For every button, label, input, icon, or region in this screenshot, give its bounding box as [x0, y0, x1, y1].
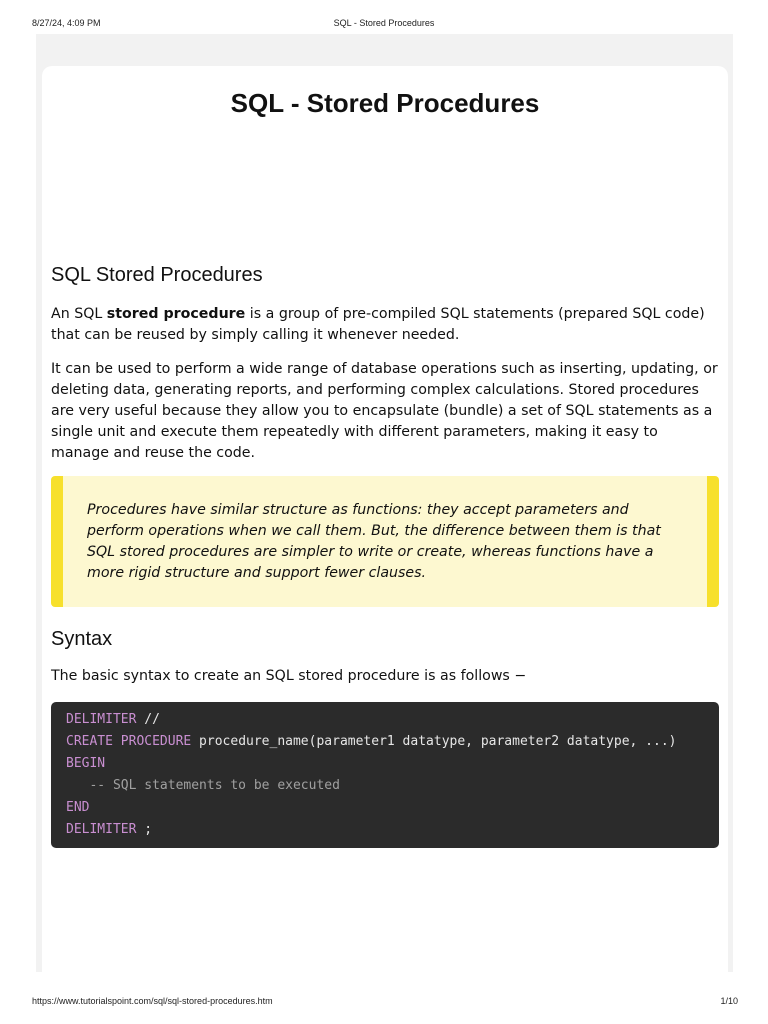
section-heading-stored-procedures: SQL Stored Procedures — [51, 264, 263, 286]
note-text: Procedures have similar structure as functions: they accept parameters and perform operations when we call them. But, the difference between them is that SQL stored procedures are simpler to write or create, whereas functions have a more rigid structure and support fewer clauses. — [87, 502, 661, 581]
code-keyword: DELIMITER — [66, 712, 137, 727]
page-number: 1/10 — [720, 996, 738, 1006]
code-line — [66, 754, 105, 774]
code-block[interactable] — [51, 702, 719, 848]
code-line — [66, 710, 160, 730]
code-line — [66, 798, 89, 818]
section-heading-syntax: Syntax — [51, 628, 113, 650]
article-card — [42, 66, 728, 986]
print-date: 8/27/24, 4:09 PM — [32, 18, 101, 28]
print-header — [0, 0, 768, 34]
code-text: // — [136, 712, 160, 727]
code-text: ; — [136, 822, 153, 837]
code-keyword: BEGIN — [66, 756, 106, 771]
intro-bold-term: stored procedure — [106, 306, 246, 322]
code-line — [66, 820, 152, 840]
intro-text-start: An SQL — [51, 306, 107, 322]
description-paragraph: It can be used to perform a wide range of database operations such as inserting, updating, or deleting data, generating reports, and performing complex calculations. Stored procedures are very useful because they allow you to encapsulate (bundle) a set of SQL statements as a single unit and execute them repeatedly with different parameters, making it easy to manage and reuse the code. — [51, 361, 718, 461]
intro-text-end: is a group of pre-compiled SQL statements (prepared SQL code) that can be reused by simply calling it whenever needed. — [51, 306, 705, 343]
print-url: https://www.tutorialspoint.com/sql/sql-stored-procedures.htm — [32, 996, 273, 1006]
intro-paragraph — [51, 304, 719, 346]
code-keyword: CREATE PROCEDURE — [66, 734, 192, 749]
page-title: SQL - Stored Procedures — [230, 88, 540, 118]
code-line — [66, 776, 340, 796]
syntax-intro: The basic syntax to create an SQL stored procedure is as follows − — [51, 668, 527, 684]
code-text: procedure_name(parameter1 datatype, parameter2 datatype, ...) — [191, 734, 677, 749]
print-title: SQL - Stored Procedures — [333, 18, 435, 28]
code-comment: -- SQL statements to be executed — [66, 778, 340, 793]
code-keyword: END — [66, 800, 90, 815]
note-callout — [51, 476, 719, 607]
code-line — [66, 732, 677, 752]
print-footer — [0, 990, 768, 1024]
code-keyword: DELIMITER — [66, 822, 137, 837]
